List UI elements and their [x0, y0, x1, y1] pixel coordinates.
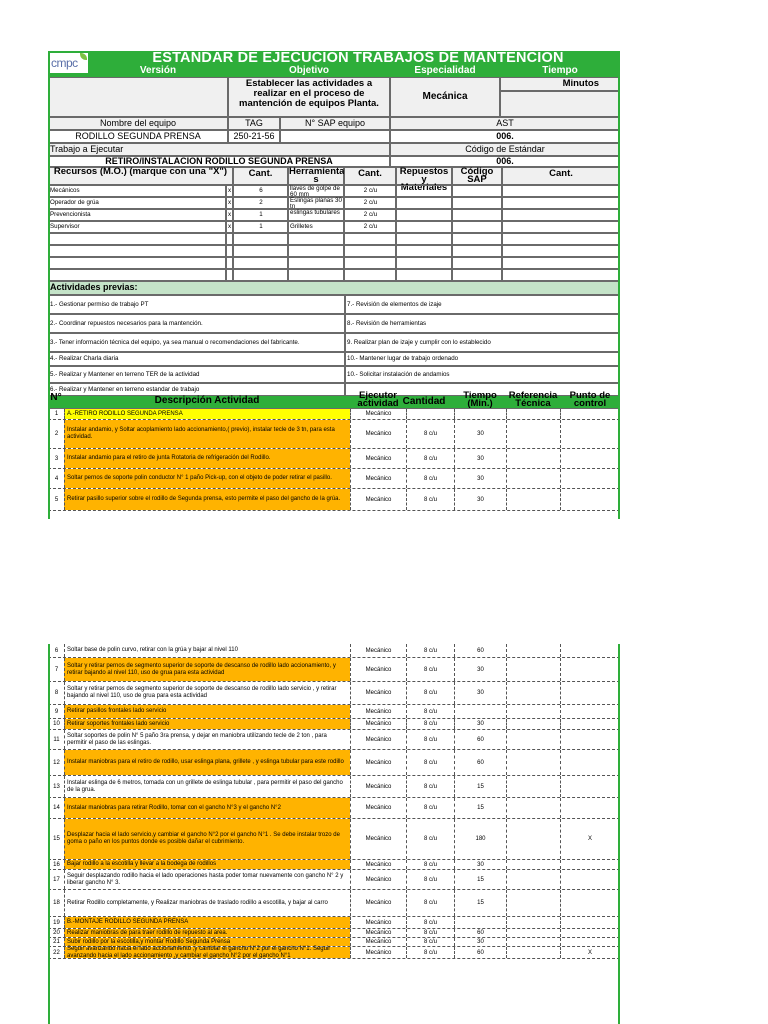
cant-header: Cant. — [233, 167, 288, 185]
row-referencia — [506, 929, 560, 937]
row-description: Instalar eslinga de 6 metros, tomada con un grillete de eslinga tubular , para permitir el paso del gancho de la grua. — [64, 776, 350, 797]
row-tiempo — [454, 409, 506, 419]
row-description: Instalar maniobras para retirar Rodillo, tomar con el gancho N°3 y el gancho N°2 — [64, 798, 350, 818]
codigo-value: 006. — [390, 156, 620, 167]
ejecutor-header: Ejecutor actividad — [357, 390, 399, 409]
row-number: 10 — [48, 719, 64, 729]
herramienta-name — [288, 233, 344, 245]
right-border — [618, 644, 620, 1024]
row-ejecutor: Mecánico — [350, 705, 406, 718]
row-tiempo: 30 — [454, 682, 506, 704]
row-number: 6 — [48, 644, 64, 657]
herramienta-name — [288, 257, 344, 269]
table-row — [48, 730, 620, 750]
row-ejecutor: Mecánico — [350, 917, 406, 928]
row-cantidad: 8 c/u — [406, 449, 454, 468]
table-row — [48, 644, 620, 658]
right-border — [618, 51, 620, 519]
row-referencia — [506, 658, 560, 681]
row-ejecutor: Mecánico — [350, 750, 406, 775]
version-cell — [48, 77, 228, 117]
row-referencia — [506, 469, 560, 488]
herramienta-name: llaves de golpe de 60 mm — [288, 185, 344, 197]
row-referencia — [506, 644, 560, 657]
row-referencia — [506, 420, 560, 448]
row-control — [560, 420, 620, 448]
repuesto-cant — [502, 233, 620, 245]
row-number: 3 — [48, 449, 64, 468]
row-description: Subir rodillo por la escotilla,y montar Rodillo Segunda Prensa — [64, 938, 350, 946]
row-ejecutor: Mecánico — [350, 719, 406, 729]
row-tiempo: 30 — [454, 658, 506, 681]
row-number: 13 — [48, 776, 64, 797]
table-row — [48, 420, 620, 449]
recurso-mark — [226, 269, 233, 281]
row-tiempo: 60 — [454, 929, 506, 937]
recurso-mark: x — [226, 221, 233, 233]
row-description: Soltar y retirar pernos de segmento superior de soporte de descanso de rodillo lado servicio , y retirar bajando al nivel 110, uso de grua para esta actividad — [64, 682, 350, 704]
col-tiempo-label: Tiempo — [542, 65, 578, 76]
row-tiempo: 15 — [454, 776, 506, 797]
row-cantidad: 8 c/u — [406, 719, 454, 729]
recurso-name — [48, 233, 226, 245]
row-cantidad: 8 c/u — [406, 938, 454, 946]
row-description: Desplazar hacia el lado servicio,y cambiar el gancho N°2 por el gancho N°1 . Se debe instalar trozo de goma o paño en los puntos donde es posible dañar el cubrimiento. — [64, 819, 350, 859]
row-control — [560, 682, 620, 704]
sap-label: N° SAP equipo — [280, 117, 390, 130]
codigo-sap — [452, 269, 502, 281]
tag-label: TAG — [228, 117, 280, 130]
row-number: 12 — [48, 750, 64, 775]
row-tiempo: 30 — [454, 938, 506, 946]
codigo-sap — [452, 221, 502, 233]
left-border — [48, 644, 50, 1024]
row-number: 16 — [48, 860, 64, 869]
row-cantidad: 8 c/u — [406, 917, 454, 928]
row-tiempo: 30 — [454, 449, 506, 468]
row-tiempo: 60 — [454, 644, 506, 657]
recurso-cant: 1 — [233, 221, 288, 233]
row-number: 17 — [48, 870, 64, 889]
row-control — [560, 489, 620, 510]
previa-item: 6.- Realizar y Mantener en terreno estandar de trabajo — [48, 383, 345, 397]
cant2-header: Cant. — [344, 167, 396, 185]
row-referencia — [506, 682, 560, 704]
row-control — [560, 870, 620, 889]
row-referencia — [506, 776, 560, 797]
codigo-label: Código de Estándar — [390, 143, 620, 156]
sap-value — [280, 130, 390, 143]
row-number: 22 — [48, 947, 64, 958]
row-cantidad: 8 c/u — [406, 644, 454, 657]
herramientas-header: Herramienta s — [289, 166, 345, 185]
herramienta-cant: 2 c/u — [344, 209, 396, 221]
row-number: 1 — [48, 409, 64, 419]
row-control — [560, 860, 620, 869]
row-ejecutor: Mecánico — [350, 798, 406, 818]
repuesto-cant — [502, 185, 620, 197]
row-number: 9 — [48, 705, 64, 718]
recurso-cant — [233, 257, 288, 269]
ast-value: 006. — [390, 130, 620, 143]
row-tiempo: 15 — [454, 890, 506, 916]
ast-label: AST — [390, 117, 620, 130]
row-referencia — [506, 409, 560, 419]
row-description: Soltar soportes de polin N° 5 paño 3ra prensa, y dejar en maniobra utilizando tecle de 2 ton , para permitir el paso de las eslingas. — [64, 730, 350, 749]
row-cantidad: 8 c/u — [406, 776, 454, 797]
herramienta-name: Grilletes — [288, 221, 344, 233]
herramienta-cant — [344, 245, 396, 257]
left-border — [48, 51, 50, 519]
repuesto-name — [396, 221, 452, 233]
table-row — [48, 409, 620, 420]
row-control — [560, 890, 620, 916]
row-control — [560, 750, 620, 775]
row-number: 15 — [48, 819, 64, 859]
row-control — [560, 938, 620, 946]
repuesto-cant — [502, 209, 620, 221]
table-row — [48, 705, 620, 719]
recurso-name — [48, 245, 226, 257]
recurso-cant: 2 — [233, 197, 288, 209]
recurso-mark — [226, 233, 233, 245]
row-control — [560, 917, 620, 928]
table-row — [48, 449, 620, 469]
table-row — [48, 682, 620, 705]
table-row — [48, 947, 620, 959]
codigo-sap — [452, 245, 502, 257]
col-version-label: Versión — [139, 65, 177, 76]
row-control — [560, 776, 620, 797]
row-description: Seguir desplazando rodillo hacia el lado operaciones hasta poder tomar nuevamente con gancho N° 2 y liberar gancho N° 3. — [64, 870, 350, 889]
row-control: X — [560, 947, 620, 958]
row-tiempo — [454, 917, 506, 928]
row-tiempo: 60 — [454, 750, 506, 775]
row-referencia — [506, 938, 560, 946]
row-cantidad: 8 c/u — [406, 705, 454, 718]
row-control — [560, 798, 620, 818]
row-tiempo: 60 — [454, 947, 506, 958]
repuesto-name — [396, 233, 452, 245]
row-tiempo: 30 — [454, 489, 506, 510]
row-ejecutor: Mecánico — [350, 860, 406, 869]
cant3-header: Cant. — [502, 167, 620, 185]
row-referencia — [506, 719, 560, 729]
row-control — [560, 409, 620, 419]
recurso-mark — [226, 245, 233, 257]
row-control — [560, 469, 620, 488]
row-referencia — [506, 870, 560, 889]
repuesto-cant — [502, 197, 620, 209]
row-tiempo: 15 — [454, 798, 506, 818]
row-description: Bajar rodillo a la escotilla y llevar a la bodega de rodillos — [64, 860, 350, 869]
row-number: 5 — [48, 489, 64, 510]
control-header: Punto de control — [569, 390, 611, 409]
recurso-mark: x — [226, 185, 233, 197]
recurso-name: Prevencionista — [48, 209, 226, 221]
table-row — [48, 929, 620, 938]
table-row — [48, 489, 620, 511]
row-ejecutor: Mecánico — [350, 929, 406, 937]
row-number: 21 — [48, 938, 64, 946]
table-row — [48, 469, 620, 489]
row-referencia — [506, 819, 560, 859]
row-description: Instalar andamio, y Soltar acoplamiento lado accionamiento,( previo), instalar tecle de 3 tn, para esta actividad. — [64, 420, 350, 448]
row-description: Instalar andamio para el retiro de junta Rotatoria de refrigeración del Rodillo. — [64, 449, 350, 468]
row-number: 14 — [48, 798, 64, 818]
row-referencia — [506, 798, 560, 818]
previa-item: 7.- Revisión de elementos de izaje — [345, 295, 620, 314]
repuesto-name — [396, 269, 452, 281]
num-header: N° — [50, 392, 62, 403]
previa-item: 10.- Solicitar instalación de andamios — [345, 366, 620, 383]
previas-title: Actividades previas: — [48, 281, 620, 295]
previa-item: 2.- Coordinar repuestos necesarios para la mantención. — [48, 314, 345, 333]
row-description: A.-RETIRO RODILLO SEGUNDA PRENSA — [64, 409, 350, 419]
row-description: Instalar maniobras para el retiro de rodillo, usar eslinga plana, grillete , y eslinga tubular para este rodillo — [64, 750, 350, 775]
row-cantidad: 8 c/u — [406, 489, 454, 510]
row-control — [560, 929, 620, 937]
row-cantidad: 8 c/u — [406, 870, 454, 889]
repuesto-name — [396, 245, 452, 257]
row-number: 2 — [48, 420, 64, 448]
codigo-sap — [452, 197, 502, 209]
previa-item: 1.- Gestionar permiso de trabajo PT — [48, 295, 345, 314]
trabajo-label: Trabajo a Ejecutar — [48, 143, 390, 156]
recurso-cant — [233, 245, 288, 257]
repuesto-cant — [502, 257, 620, 269]
row-referencia — [506, 705, 560, 718]
row-tiempo: 60 — [454, 730, 506, 749]
row-tiempo: 30 — [454, 719, 506, 729]
especialidad-cell: Mecánica — [390, 77, 500, 117]
codigo-sap — [452, 185, 502, 197]
herramienta-name: eslingas tubulares — [288, 209, 344, 221]
row-tiempo: 180 — [454, 819, 506, 859]
table-row — [48, 819, 620, 860]
row-ejecutor: Mecánico — [350, 420, 406, 448]
table-row — [48, 798, 620, 819]
row-cantidad: 8 c/u — [406, 730, 454, 749]
row-cantidad: 8 c/u — [406, 890, 454, 916]
row-tiempo: 15 — [454, 870, 506, 889]
herramienta-name — [288, 269, 344, 281]
recurso-name — [48, 269, 226, 281]
herramienta-cant: 2 c/u — [344, 197, 396, 209]
row-cantidad: 8 c/u — [406, 929, 454, 937]
row-control: X — [560, 819, 620, 859]
desc-header: Descripción Actividad — [154, 395, 260, 406]
row-cantidad: 8 c/u — [406, 469, 454, 488]
row-ejecutor: Mecánico — [350, 644, 406, 657]
row-ejecutor: Mecánico — [350, 489, 406, 510]
page-title: ESTANDAR DE EJECUCION TRABAJOS DE MANTENCION — [152, 50, 564, 66]
recurso-cant: 6 — [233, 185, 288, 197]
row-ejecutor: Mecánico — [350, 947, 406, 958]
repuesto-name — [396, 197, 452, 209]
row-description: Retirar soportes frontales lado servicio — [64, 719, 350, 729]
row-description: Realizar maniobras de para traer rodillo de repuesto al area. — [64, 929, 350, 937]
referencia-header: Referencia Técnica — [508, 390, 558, 409]
page-1 — [48, 51, 620, 529]
table-row — [48, 870, 620, 890]
row-number: 4 — [48, 469, 64, 488]
table-row — [48, 658, 620, 682]
tiempo-cell: Minutos — [500, 77, 620, 91]
table-row — [48, 750, 620, 776]
row-number: 11 — [48, 730, 64, 749]
herramienta-cant: 2 c/u — [344, 185, 396, 197]
previa-item: 5.- Realizar y Mantener en terreno TER de la actividad — [48, 366, 345, 383]
row-cantidad: 8 c/u — [406, 798, 454, 818]
equipo-label: Nombre del equipo — [48, 117, 228, 130]
row-referencia — [506, 890, 560, 916]
recursos-header: Recursos (M.O.) (marque con una "X") — [48, 167, 233, 185]
row-cantidad: 8 c/u — [406, 682, 454, 704]
row-ejecutor: Mecánico — [350, 870, 406, 889]
herramienta-cant — [344, 257, 396, 269]
row-cantidad — [406, 409, 454, 419]
repuesto-name — [396, 185, 452, 197]
herramienta-cant — [344, 233, 396, 245]
table-row — [48, 917, 620, 929]
row-ejecutor: Mecánico — [350, 890, 406, 916]
leaf-icon — [80, 53, 87, 60]
tiempo-value-cell — [500, 91, 620, 117]
row-description: Soltar base de polin curvo, retirar con la grúa y bajar al nivel 110 — [64, 644, 350, 657]
repuesto-cant — [502, 221, 620, 233]
row-tiempo — [454, 705, 506, 718]
recurso-cant — [233, 269, 288, 281]
row-number: 8 — [48, 682, 64, 704]
row-ejecutor: Mecánico — [350, 469, 406, 488]
repuestos-header: Repuestos y Materiales — [396, 167, 452, 185]
col-objetivo-label: Objetivo — [288, 65, 329, 76]
recurso-cant — [233, 233, 288, 245]
row-ejecutor: Mecánico — [350, 938, 406, 946]
codigo-sap — [452, 209, 502, 221]
row-control — [560, 658, 620, 681]
row-description: Soltar y retirar pernos de segmento superior de soporte de descanso de rodillo lado accionamiento, y retirar bajando al nivel 110, uso de grua para esta actividad — [64, 658, 350, 681]
repuesto-cant — [502, 245, 620, 257]
row-ejecutor: Mecánico — [350, 730, 406, 749]
row-ejecutor: Mecánico — [350, 682, 406, 704]
page-2 — [48, 644, 620, 1024]
row-referencia — [506, 860, 560, 869]
recurso-name — [48, 257, 226, 269]
herramienta-name: Eslingas planas 30 tn — [288, 197, 344, 209]
row-cantidad: 8 c/u — [406, 750, 454, 775]
repuesto-name — [396, 257, 452, 269]
row-cantidad: 8 c/u — [406, 860, 454, 869]
row-tiempo: 30 — [454, 860, 506, 869]
recurso-mark — [226, 257, 233, 269]
herramienta-cant — [344, 269, 396, 281]
table-row — [48, 860, 620, 870]
table-row — [48, 890, 620, 917]
row-control — [560, 705, 620, 718]
tiempo-header: Tiempo (Min.) — [463, 390, 497, 409]
row-referencia — [506, 449, 560, 468]
codigo-sap-header: Código SAP — [452, 167, 502, 185]
previa-item: 9. Realizar plan de izaje y cumplir con lo establecido — [345, 333, 620, 352]
row-referencia — [506, 917, 560, 928]
row-number: 7 — [48, 658, 64, 681]
row-number: 20 — [48, 929, 64, 937]
row-description: Seguir avanzando hacia el lado accionamiento ,y cambiar el gancho N°2 por el gancho N°1. Seguir avanzando hacia el lado accionamiento ,y cambiar el gancho N°2 por el gancho N°1 — [64, 947, 350, 958]
row-control — [560, 449, 620, 468]
row-description: Retirar pasillo superior sobre el rodillo de Segunda prensa, esto permite el paso del gancho de la grúa. — [64, 489, 350, 510]
recurso-name: Mecánicos — [48, 185, 226, 197]
row-ejecutor: Mecánico — [350, 776, 406, 797]
cantidad-header: Cantidad — [402, 396, 446, 407]
row-referencia — [506, 730, 560, 749]
previa-item: 10.- Mantener lugar de trabajo ordenado — [345, 352, 620, 366]
row-control — [560, 644, 620, 657]
row-ejecutor: Mecánico — [350, 819, 406, 859]
table-row — [48, 719, 620, 730]
row-cantidad: 8 c/u — [406, 819, 454, 859]
herramienta-cant: 2 c/u — [344, 221, 396, 233]
repuesto-cant — [502, 269, 620, 281]
recurso-cant: 1 — [233, 209, 288, 221]
recurso-mark: x — [226, 197, 233, 209]
row-description: B.-MONTAJE RODILLO SEGUNDA PRENSA — [64, 917, 350, 928]
herramienta-name — [288, 245, 344, 257]
recurso-name: Supervisor — [48, 221, 226, 233]
row-cantidad: 8 c/u — [406, 658, 454, 681]
row-ejecutor: Mecánico — [350, 449, 406, 468]
row-tiempo: 30 — [454, 469, 506, 488]
row-referencia — [506, 489, 560, 510]
logo: cmpc — [50, 53, 88, 73]
trabajo-value: RETIRO/INSTALACION RODILLO SEGUNDA PRENSA — [48, 156, 390, 167]
header-bar — [48, 51, 620, 77]
repuesto-name — [396, 209, 452, 221]
row-ejecutor: Mecánico — [350, 658, 406, 681]
tag-value: 250-21-56 — [228, 130, 280, 143]
previa-item: 3.- Tener información técnica del equipo, ya sea manual o recomendaciones del fabricante. — [48, 333, 345, 352]
row-cantidad: 8 c/u — [406, 947, 454, 958]
codigo-sap — [452, 257, 502, 269]
row-number: 19 — [48, 917, 64, 928]
recurso-mark: x — [226, 209, 233, 221]
row-description: Retirar Rodillo completamente, y Realizar maniobras de traslado rodillo a escotilla, y bajar al carro — [64, 890, 350, 916]
row-tiempo: 30 — [454, 420, 506, 448]
row-description: Soltar pernos de soporte polin conductor N° 1 paño Pick-up, con el objeto de poder retirar el pasillo. — [64, 469, 350, 488]
recurso-name: Operador de grúa — [48, 197, 226, 209]
row-description: Retirar pasillos frontales lado servicio — [64, 705, 350, 718]
row-control — [560, 719, 620, 729]
equipo-value: RODILLO SEGUNDA PRENSA — [48, 130, 228, 143]
objetivo-cell: Establecer las actividades a realizar en el proceso de mantención de equipos Planta. — [228, 77, 390, 117]
row-referencia — [506, 947, 560, 958]
codigo-sap — [452, 233, 502, 245]
table-row — [48, 776, 620, 798]
col-especialidad-label: Especialidad — [414, 65, 476, 76]
previa-item: 4.- Realizar Charla diaria — [48, 352, 345, 366]
row-referencia — [506, 750, 560, 775]
previa-item: 8.- Revisión de herramientas — [345, 314, 620, 333]
row-ejecutor: Mecánico — [350, 409, 406, 419]
row-control — [560, 730, 620, 749]
row-number: 18 — [48, 890, 64, 916]
row-cantidad: 8 c/u — [406, 420, 454, 448]
